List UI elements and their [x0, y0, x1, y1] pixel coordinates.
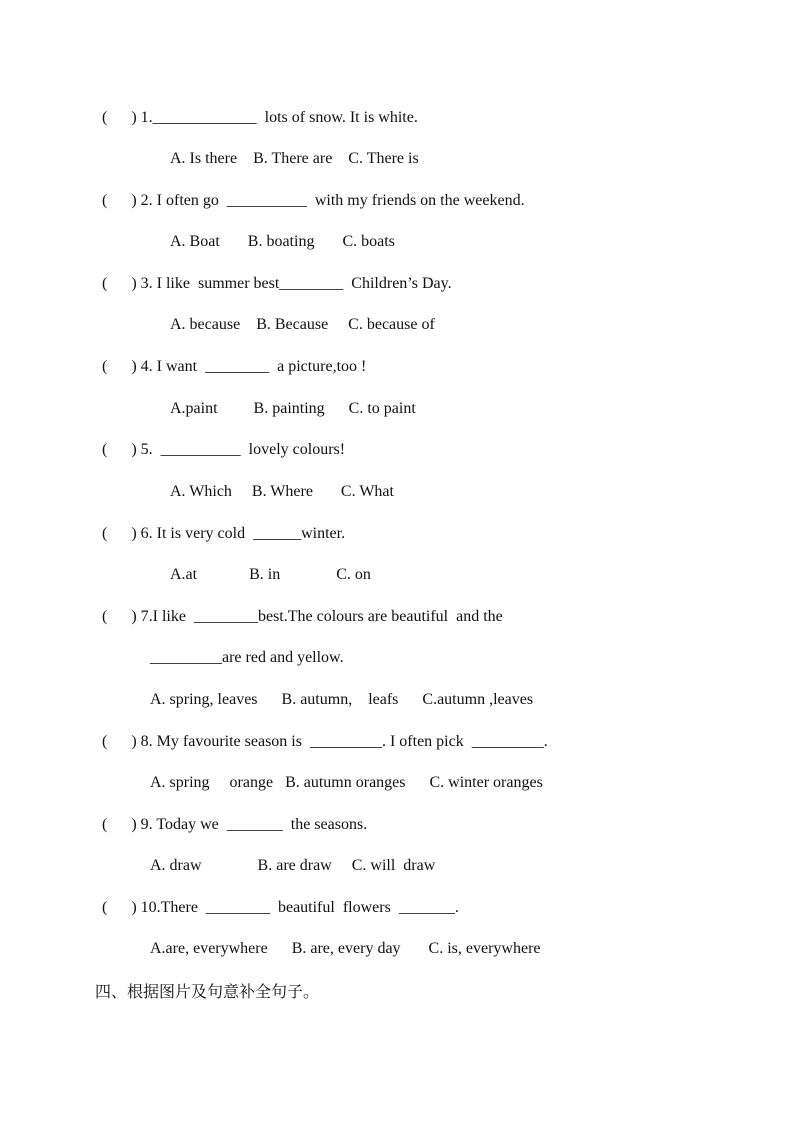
question-7-continuation: _________are red and yellow. — [150, 649, 344, 666]
question-1-stem: ( ) 1._____________ lots of snow. It is white. — [102, 109, 418, 126]
question-7-stem: ( ) 7.I like ________best.The colours are beautiful and the — [102, 608, 503, 625]
question-2-options: A. Boat B. boating C. boats — [170, 233, 395, 250]
question-3-stem: ( ) 3. I like summer best________ Children’s Day. — [102, 275, 452, 292]
question-9-options: A. draw B. are draw C. will draw — [150, 857, 436, 874]
question-2-stem: ( ) 2. I often go __________ with my friends on the weekend. — [102, 192, 525, 209]
question-8-stem: ( ) 8. My favourite season is _________. I often pick _________. — [102, 733, 548, 750]
question-9-stem: ( ) 9. Today we _______ the seasons. — [102, 816, 368, 833]
question-10-options: A.are, everywhere B. are, every day C. is, everywhere — [150, 940, 541, 957]
question-5-stem: ( ) 5. __________ lovely colours! — [102, 441, 346, 458]
question-3-options: A. because B. Because C. because of — [170, 316, 435, 333]
section-heading: 四、根据图片及句意补全句子。 — [95, 982, 320, 1001]
question-8-options: A. spring orange B. autumn oranges C. winter oranges — [150, 774, 543, 791]
question-6-options: A.at B. in C. on — [170, 566, 371, 583]
question-4-stem: ( ) 4. I want ________ a picture,too ! — [102, 358, 367, 375]
question-1-options: A. Is there B. There are C. There is — [170, 150, 419, 167]
question-5-options: A. Which B. Where C. What — [170, 483, 394, 500]
question-4-options: A.paint B. painting C. to paint — [170, 400, 416, 417]
question-7-options: A. spring, leaves B. autumn, leafs C.autumn ,leaves — [150, 691, 534, 708]
question-10-stem: ( ) 10.There ________ beautiful flowers _______. — [102, 899, 459, 916]
question-6-stem: ( ) 6. It is very cold ______winter. — [102, 525, 346, 542]
